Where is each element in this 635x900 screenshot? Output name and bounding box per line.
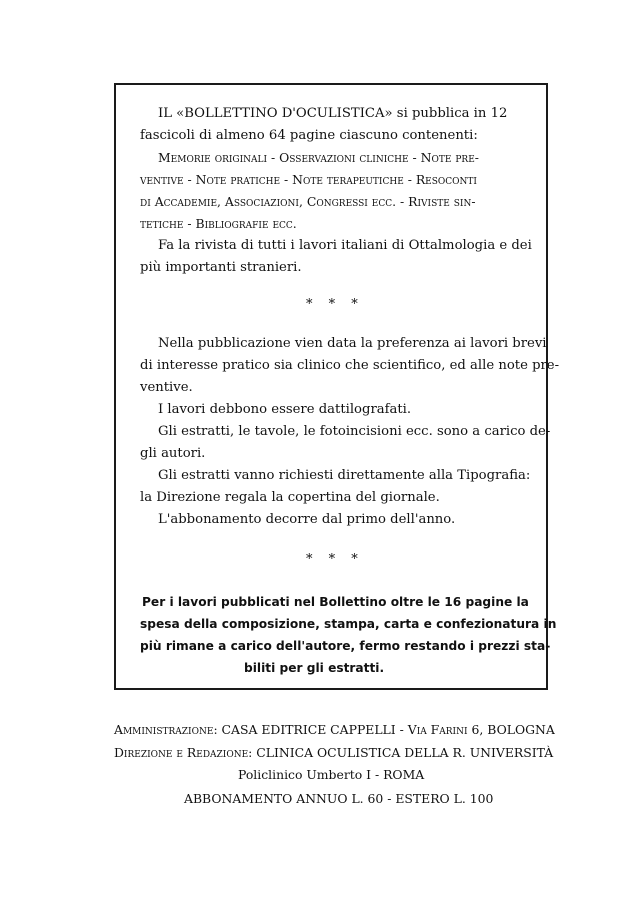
rules-line-5: Gli estratti, le tavole, le fotoincisioni ecc. sono a carico de-: [158, 424, 551, 439]
intro-line-8: più importanti stranieri.: [140, 260, 302, 275]
bold-note-line-3: più rimane a carico dell'autore, fermo restando i prezzi sta-: [140, 639, 551, 653]
footer-administration: Amministrazione: CASA EDITRICE CAPPELLI - Via Farini 6, BOLOGNA: [114, 722, 555, 737]
rules-line-9: L'abbonamento decorre dal primo dell'anno.: [158, 512, 456, 527]
bold-note-line-1: Per i lavori pubblicati nel Bollettino oltre le 16 pagine la: [142, 595, 529, 609]
bold-note-line-2: spesa della composizione, stampa, carta e confezionatura in: [140, 617, 557, 631]
bold-note-line-4: biliti per gli estratti.: [244, 661, 385, 675]
intro-line-7: Fa la rivista di tutti i lavori italiani di Ottalmologia e dei: [158, 238, 532, 253]
separator-stars-2: * * *: [306, 552, 364, 567]
rules-line-4: I lavori debbono essere dattilografati.: [158, 402, 412, 417]
rules-line-8: la Direzione regala la copertina del giornale.: [140, 490, 440, 505]
separator-stars-1: * * *: [306, 297, 364, 312]
rules-line-7: Gli estratti vanno richiesti direttamente alla Tipografia:: [158, 468, 531, 483]
footer-subscription: ABBONAMENTO ANNUO L. 60 - ESTERO L. 100: [184, 791, 494, 806]
rules-line-2: di interesse pratico sia clinico che scientifico, ed alle note pre-: [140, 358, 560, 373]
rules-line-1: Nella pubblicazione vien data la preferenza ai lavori brevi: [158, 336, 547, 351]
intro-line-4: ventive - Note pratiche - Note terapeutiche - Resoconti: [140, 172, 477, 187]
intro-line-1: IL «BOLLETTINO D'OCULISTICA» si pubblica in 12: [158, 106, 508, 121]
intro-line-6: tetiche - Bibliografie ecc.: [140, 216, 297, 231]
intro-line-2: fascicoli di almeno 64 pagine ciascuno contenenti:: [140, 128, 478, 143]
intro-line-5: di Accademie, Associazioni, Congressi ecc. - Riviste sin-: [140, 194, 476, 209]
footer-address: Policlinico Umberto I - ROMA: [238, 767, 425, 782]
footer-editorial: Direzione e Redazione: CLINICA OCULISTICA DELLA R. UNIVERSITÀ: [114, 745, 554, 760]
intro-line-3: Memorie originali - Osservazioni cliniche - Note pre-: [158, 150, 479, 165]
rules-line-3: ventive.: [140, 380, 193, 395]
rules-line-6: gli autori.: [140, 446, 206, 461]
